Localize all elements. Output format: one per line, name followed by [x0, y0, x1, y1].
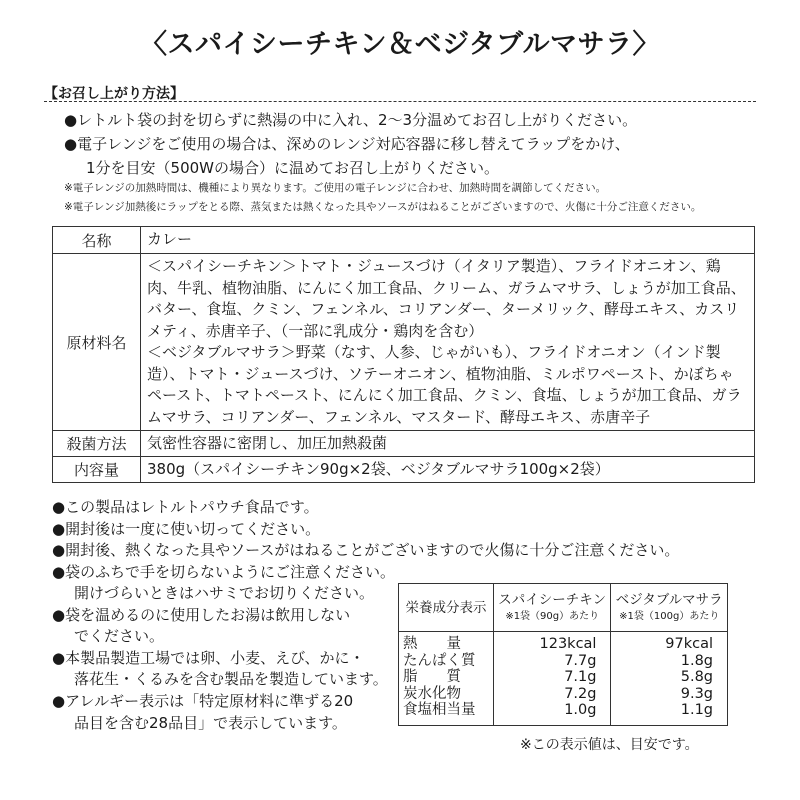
nutrition-header-label: [399, 584, 494, 632]
nutrition-col-chicken: [494, 584, 611, 632]
chicken-value: 1.0g: [564, 702, 597, 718]
caution-item: ●袋のふちで手を切らないようにご注意ください。: [52, 562, 395, 581]
name-label: 名称: [53, 227, 141, 254]
chicken-value: 7.1g: [564, 669, 597, 685]
nutrition-title: 栄養成分表示: [405, 599, 487, 616]
caution-item: ●開封後、熱くなった具やソースがはねることがございますので火傷に十分ご注意ください。: [52, 541, 680, 560]
nutrient-name: 炭水化物: [403, 685, 461, 702]
table-row: [53, 457, 755, 483]
nutrition-footnote: ※この表示値は、目安です。: [520, 737, 699, 753]
caution-item: ●アレルギー表示は「特定原材料に準ずる20: [52, 691, 354, 710]
col-chicken-basis: ※1袋（90g）あたり: [505, 610, 600, 622]
vegetable-value: 1.8g: [680, 652, 713, 669]
col-vegetable-name: ベジタブルマサラ: [615, 591, 723, 608]
nutrient-name: 熱 量: [403, 636, 461, 652]
col-vegetable-basis: ※1袋（100g）あたり: [619, 610, 720, 622]
caution-item: ●本製品製造工場では卵、小麦、えび、かに・: [52, 648, 365, 667]
caution-item: 品目を含む28品目」で表示しています。: [74, 713, 347, 732]
table-row: [53, 227, 755, 254]
sterilization-value: 気密性容器に密閉し、加圧加熱殺菌: [141, 431, 755, 457]
nutrition-values-row: [399, 632, 728, 726]
caution-item: 開けづらいときはハサミでお切りください。: [74, 584, 375, 602]
caution-item: でください。: [74, 627, 165, 646]
col-chicken-name: スパイシーチキン: [498, 591, 607, 608]
caution-list-continued: [52, 583, 392, 734]
caution-list: [52, 497, 752, 583]
vegetable-value: 9.3g: [680, 685, 713, 702]
caution-item: 落花生・くるみを含む製品を製造しています。: [74, 670, 388, 689]
materials-label: 原材料名: [53, 254, 141, 431]
chicken-value: 7.7g: [564, 652, 597, 669]
microwave-note: ※電子レンジ加熱後にラップをとる際、蒸気または熱くなった具やソースがはねることがございますので、火傷に十分ご注意ください。: [64, 201, 702, 213]
nutrient-names: [399, 632, 494, 726]
vegetable-value: 97kcal: [665, 636, 713, 652]
materials-value: [141, 254, 755, 431]
instruction-line: ●レトルト袋の封を切らずに熱湯の中に入れ、2～3分温めてお召し上がりください。: [64, 111, 638, 129]
instruction-line: 1分を目安（500Wの場合）に温めてお召し上がりください。: [86, 159, 500, 177]
content-label: 内容量: [53, 457, 141, 483]
sterilization-label: 殺菌方法: [53, 431, 141, 457]
nutrition-col-vegetable: [611, 584, 728, 632]
chicken-value: 7.2g: [564, 685, 597, 702]
caution-item: ●この製品はレトルトパウチ食品です。: [52, 498, 319, 516]
name-value: カレー: [141, 227, 755, 254]
caution-item: ●開封後は一度に使い切ってください。: [52, 519, 321, 538]
nutrient-name: 食塩相当量: [403, 702, 476, 718]
instruction-line: ●電子レンジをご使用の場合は、深めのレンジ対応容器に移し替えてラップをかけ、: [64, 135, 630, 153]
content-value: 380g（スパイシーチキン90g×2袋、ベジタブルマサラ100g×2袋）: [141, 457, 755, 483]
how-to-eat-instructions: [64, 108, 764, 180]
chicken-value: 123kcal: [539, 636, 597, 652]
table-row: [53, 431, 755, 457]
vegetable-value: 5.8g: [680, 669, 713, 685]
microwave-note: ※電子レンジの加熱時間は、機種により異なります。ご使用の電子レンジに合わせ、加熱時間を調節してください。: [64, 182, 607, 194]
chicken-values: [494, 632, 611, 726]
materials-vegetable: ＜ベジタブルマサラ＞野菜（なす、人参、じゃがいも）、フライドオニオン（インド製造）、トマト・ジュースづけ、ソテーオニオン、植物油脂、ミルポワペースト、かぼちゃペースト、トマトペースト、にんにく加工食品、クミン、食塩、しょうが加工食品、ガラムマサラ、コリアンダー、フェンネル、マスタード、酵母エキス、赤唐辛子: [147, 343, 742, 426]
vegetable-value: 1.1g: [680, 702, 713, 718]
nutrient-name: 脂 質: [403, 669, 461, 685]
materials-chicken: ＜スパイシーチキン＞トマト・ジュースづけ（イタリア製造）、フライドオニオン、鶏肉、牛乳、植物油脂、にんにく加工食品、クリーム、ガラムマサラ、しょうが加工食品、バター、食塩、クミン、フェンネル、コリアンダー、ターメリック、酵母エキス、カスリメティ、赤唐辛子、（一部に乳成分・鶏肉を含む）: [147, 257, 746, 340]
how-to-eat-heading: 【お召し上がり方法】: [44, 86, 184, 102]
page-title: 〈スパイシーチキン＆ベジタブルマサラ〉: [139, 29, 661, 60]
nutrition-header-row: [399, 584, 728, 632]
table-row: [53, 254, 755, 431]
vegetable-values: [611, 632, 728, 726]
caution-item: ●袋を温めるのに使用したお湯は飲用しない: [52, 605, 351, 624]
product-info-table: [52, 226, 755, 483]
dashed-divider: [44, 101, 756, 102]
nutrient-name: たんぱく質: [403, 652, 476, 669]
nutrition-table: [398, 583, 728, 726]
